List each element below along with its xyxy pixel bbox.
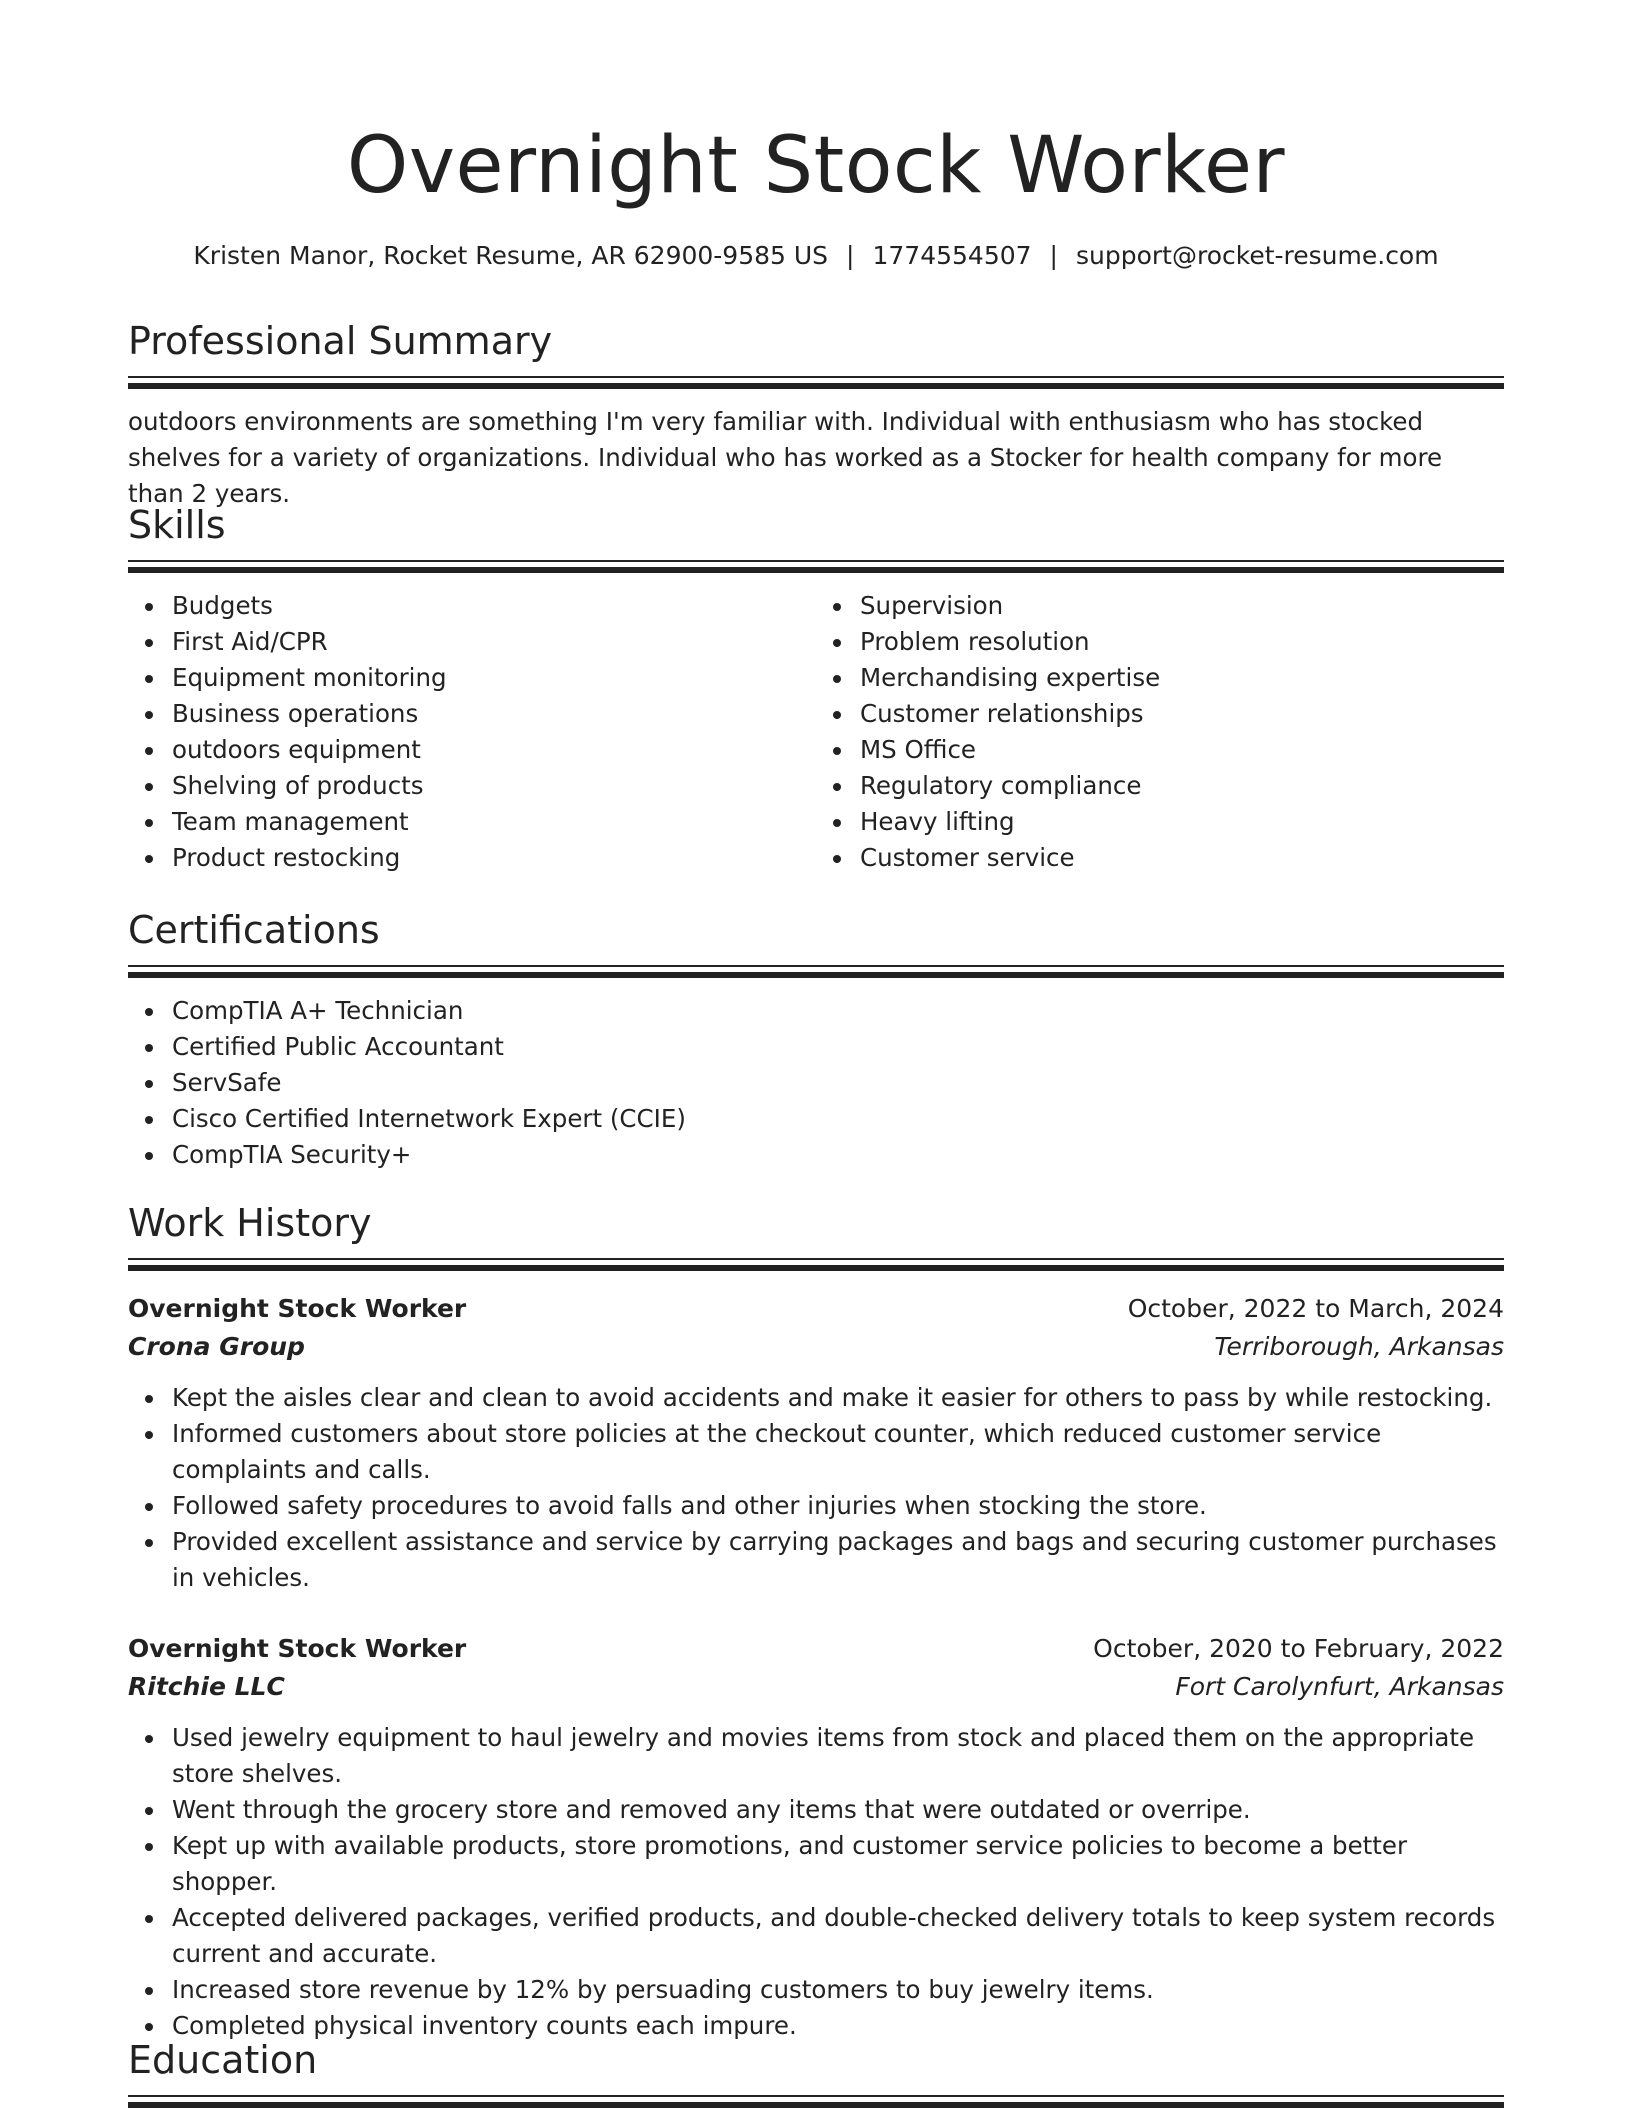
job-location: Terriborough, Arkansas (1214, 1332, 1504, 1361)
contact-phone: 1774554507 (872, 241, 1032, 270)
skill-item: First Aid/CPR (172, 624, 816, 660)
skill-item: Heavy lifting (860, 804, 1504, 840)
job-bullet: Accepted delivered packages, verified products, and double-checked delivery totals to keep system records current and accurate. (172, 1900, 1504, 1972)
job-bullet: Kept the aisles clear and clean to avoid accidents and make it easier for others to pass by while restocking. (172, 1380, 1504, 1416)
skill-item: outdoors equipment (172, 732, 816, 768)
summary-text: outdoors environments are something I'm very familiar with. Individual with enthusiasm who has stocked shelves for a variety of organizations. Individual who has worked as a Stocker for health company for more than 2 years. (128, 407, 1443, 508)
certifications-section (128, 905, 1504, 1173)
certifications-list (128, 993, 1504, 1173)
job-bullet: Used jewelry equipment to haul jewelry and movies items from stock and placed them on the appropriate store shelves. (172, 1720, 1504, 1792)
job-bullet: Completed physical inventory counts each impure. (172, 2008, 1504, 2044)
job-dates: October, 2020 to February, 2022 (1093, 1634, 1504, 1663)
certification-item: CompTIA A+ Technician (172, 993, 1504, 1029)
job-dates: October, 2022 to March, 2024 (1127, 1294, 1504, 1323)
summary-heading: Professional Summary (128, 319, 553, 363)
skill-item: Equipment monitoring (172, 660, 816, 696)
job-bullets (128, 1380, 1504, 1596)
certification-item: ServSafe (172, 1065, 1504, 1101)
section-divider (128, 560, 1504, 574)
skill-item: Customer relationships (860, 696, 1504, 732)
skill-item: Business operations (172, 696, 816, 732)
job-bullets (128, 1720, 1504, 2044)
job-bullet: Provided excellent assistance and service by carrying packages and bags and securing customer purchases in vehicles. (172, 1524, 1504, 1596)
job-title: Overnight Stock Worker (128, 1634, 467, 1663)
skills-list-right (816, 588, 1504, 876)
skill-item: MS Office (860, 732, 1504, 768)
job-bullet: Went through the grocery store and removed any items that were outdated or overripe. (172, 1792, 1504, 1828)
section-divider (128, 965, 1504, 979)
job-header-line (128, 1630, 1504, 1668)
job-bullet: Followed safety procedures to avoid falls and other injuries when stocking the store. (172, 1488, 1504, 1524)
job-location: Fort Carolynfurt, Arkansas (1175, 1672, 1504, 1701)
job-company-line (128, 1328, 1504, 1366)
resume-title: Overnight Stock Worker (346, 121, 1286, 211)
skill-item: Merchandising expertise (860, 660, 1504, 696)
certification-item: CompTIA Security+ (172, 1137, 1504, 1173)
skills-columns (128, 574, 1504, 876)
contact-separator: | (846, 241, 855, 270)
skill-item: Product restocking (172, 840, 816, 876)
skill-item: Regulatory compliance (860, 768, 1504, 804)
skill-item: Supervision (860, 588, 1504, 624)
job-entry (128, 1290, 1504, 1596)
skill-item: Problem resolution (860, 624, 1504, 660)
education-heading: Education (128, 2038, 318, 2082)
job-company: Crona Group (128, 1332, 305, 1361)
work-history-section (128, 1198, 1504, 2044)
skill-item: Customer service (860, 840, 1504, 876)
certification-item: Certified Public Accountant (172, 1029, 1504, 1065)
job-bullet: Kept up with available products, store promotions, and customer service policies to become a better shopper. (172, 1828, 1504, 1900)
education-section (128, 2035, 1504, 2109)
certifications-heading: Certifications (128, 908, 380, 952)
skill-item: Shelving of products (172, 768, 816, 804)
section-divider (128, 2095, 1504, 2109)
job-header-line (128, 1290, 1504, 1328)
contact-address: Kristen Manor, Rocket Resume, AR 62900-9585 US (193, 241, 829, 270)
job-title: Overnight Stock Worker (128, 1294, 467, 1323)
summary-section (128, 316, 1504, 512)
section-divider (128, 1258, 1504, 1272)
section-divider (128, 376, 1504, 390)
skills-list-left (128, 588, 816, 876)
certification-item: Cisco Certified Internetwork Expert (CCIE) (172, 1101, 1504, 1137)
contact-email: support@rocket-resume.com (1075, 241, 1439, 270)
job-entry (128, 1630, 1504, 2044)
job-company-line (128, 1668, 1504, 1706)
contact-separator: | (1049, 241, 1058, 270)
skill-item: Team management (172, 804, 816, 840)
skills-section (128, 500, 1504, 876)
skill-item: Budgets (172, 588, 816, 624)
skills-heading: Skills (128, 503, 226, 547)
job-company: Ritchie LLC (128, 1672, 285, 1701)
job-bullet: Informed customers about store policies at the checkout counter, which reduced customer service complaints and calls. (172, 1416, 1504, 1488)
job-bullet: Increased store revenue by 12% by persuading customers to buy jewelry items. (172, 1972, 1504, 2008)
work-history-heading: Work History (128, 1201, 372, 1245)
contact-line (128, 236, 1504, 276)
